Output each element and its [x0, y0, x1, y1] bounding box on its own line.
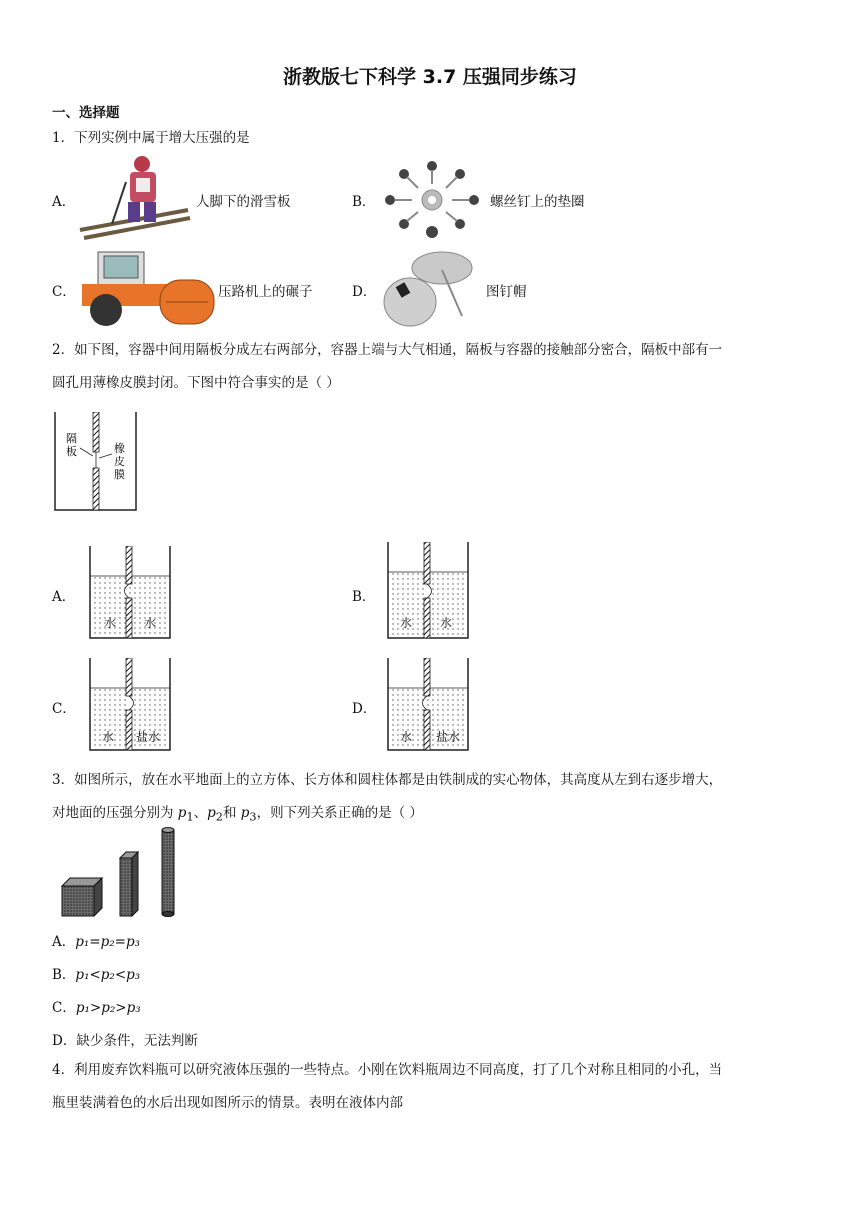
q2-a-left-label: 水: [104, 616, 117, 630]
screws-washer-image: [378, 156, 486, 240]
q2-a-right-label: 水: [144, 616, 157, 630]
partition-label-1: 隔: [66, 432, 77, 445]
q1-option-b-text: 螺丝钉上的垫圈: [490, 194, 585, 210]
q1-stem: 1．下列实例中属于增大压强的是: [52, 130, 250, 146]
skier-image: [76, 152, 194, 240]
q1-option-a-letter: A．: [52, 194, 76, 210]
q1-option-b-letter: B．: [352, 194, 376, 210]
q2-b-left-label: 水: [400, 616, 413, 630]
q1-option-a-text: 人脚下的滑雪板: [196, 194, 291, 210]
q4-stem-line2: 瓶里装满着色的水后出现如图所示的情景。表明在液体内部: [52, 1095, 403, 1111]
q1-option-c-text: 压路机上的碾子: [218, 284, 313, 300]
q2-option-b-letter: B．: [352, 589, 376, 605]
q1-option-d-text: 图钉帽: [486, 284, 527, 300]
q4-stem-line1: 4．利用废弃饮料瓶可以研究液体压强的一些特点。小刚在饮料瓶周边不同高度，打了几个对称且相同的小孔，当: [52, 1062, 723, 1078]
q2-d-right-label: 盐水: [436, 730, 461, 744]
q2-b-right-label: 水: [440, 616, 453, 630]
q3-option-c: C．p₁>p₂>p₃: [52, 1000, 141, 1016]
q2-c-right-label: 盐水: [136, 730, 161, 744]
page-title: 浙教版七下科学 3.7 压强同步练习: [283, 66, 577, 88]
partition-label-2: 板: [66, 445, 77, 458]
q4-stem: [52, 1054, 812, 1120]
q2-option-a-letter: A．: [52, 589, 76, 605]
membrane-label-2: 皮: [114, 455, 125, 468]
thumbtack-image: [380, 246, 480, 330]
container-diagram: [54, 412, 140, 512]
q3-stem: [52, 764, 812, 834]
membrane-label-1: 橡: [114, 442, 125, 455]
q3-option-a: A．p₁=p₂=p₃: [52, 934, 141, 950]
q1-option-d-letter: D．: [352, 284, 377, 300]
membrane-label-3: 膜: [114, 468, 125, 481]
q2-option-d-letter: D．: [352, 701, 377, 717]
road-roller-image: [76, 246, 216, 330]
q2-stem-line2: 圆孔用薄橡皮膜封闭。下图中符合事实的是（ ）: [52, 375, 340, 391]
section-heading: 一、选择题: [52, 105, 120, 121]
q2-option-a-figure: [88, 546, 172, 640]
iron-solids-figure: [58, 826, 184, 918]
q2-stem-line1: 2．如下图，容器中间用隔板分成左右两部分，容器上端与大气相通，隔板与容器的接触部分密合，隔板中部有一: [52, 342, 723, 358]
q1-option-c-letter: C．: [52, 284, 76, 300]
q3-stem-line1: 3．如图所示，放在水平地面上的立方体、长方体和圆柱体都是由铁制成的实心物体，其高度从左到右逐步增大，: [52, 772, 723, 788]
q3-stem-line2: 对地面的压强分别为 $p_1$、$p_2$和 $p_3$，则下列关系正确的是（ ）: [52, 805, 423, 824]
q2-c-left-label: 水: [102, 730, 115, 744]
q2-option-b-figure: [386, 542, 470, 640]
q2-d-left-label: 水: [400, 730, 413, 744]
q2-option-c-letter: C．: [52, 701, 76, 717]
q2-stem: [52, 334, 812, 400]
q3-option-d: D．缺少条件，无法判断: [52, 1033, 198, 1049]
q3-option-b: B．p₁<p₂<p₃: [52, 967, 141, 983]
